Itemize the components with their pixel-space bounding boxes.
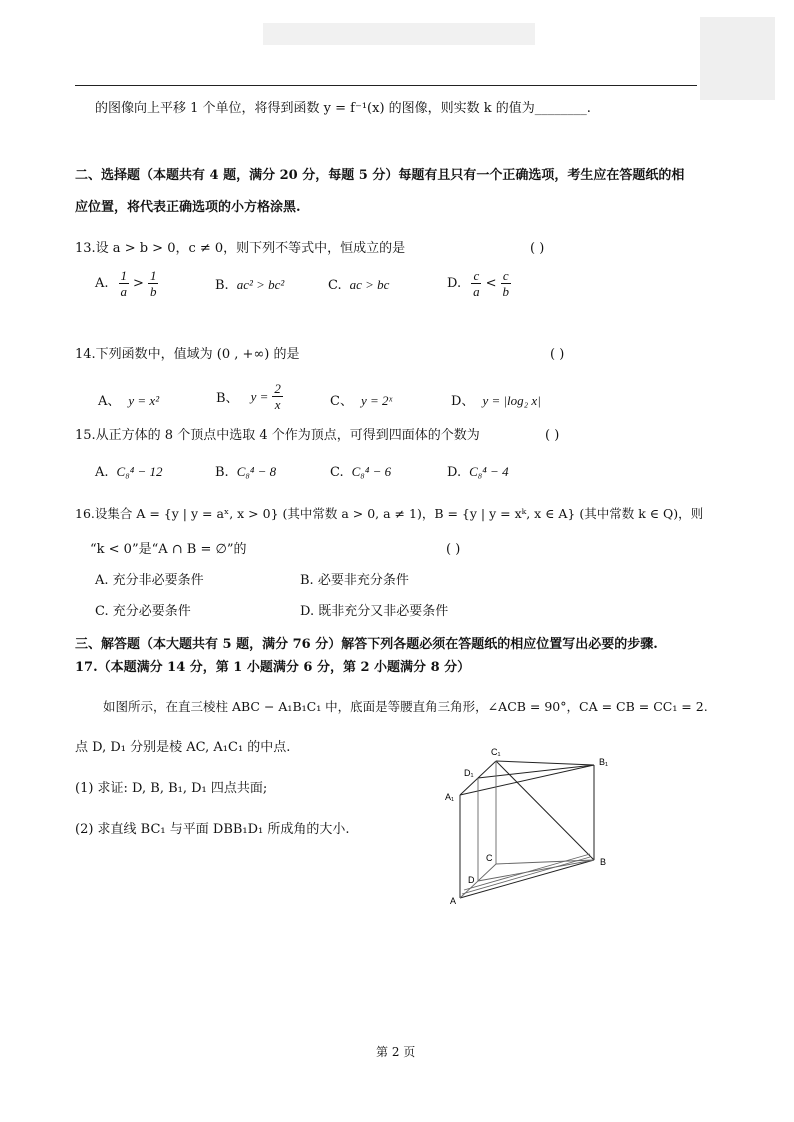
edge-c-b [496,860,594,864]
q15-option-d-label: D. [447,465,462,480]
label-b: B [600,857,607,867]
q17-body-line2: 点 D, D₁ 分别是棱 AC, A₁C₁ 的中点. [75,740,291,755]
q14-option-c [330,390,392,409]
q15-option-b [215,464,276,480]
q14-option-a-label: A、 [98,394,121,409]
q15-option-c-text: C₈⁴ − 6 [351,464,392,479]
q15-option-d [447,464,509,480]
page-number: 第 2 页 [376,1045,416,1059]
q13-option-b [215,277,284,293]
q16-stem-line2: “k < 0”是“A ∩ B = ∅”的 [90,542,247,557]
header-blank-bar [263,23,535,45]
edge-c1-b1 [496,761,594,765]
q13-option-c-text: ac > bc [349,277,390,292]
relation: < [485,276,497,291]
relation: > [133,276,144,291]
segment-d1-b1 [478,765,594,778]
q14-option-b-label: B、 [216,391,239,406]
q14-blank: ( ) [550,347,565,362]
q15-option-b-label: B. [215,465,229,480]
q14-option-d [451,390,541,409]
continuation-text: 的图像向上平移 1 个单位，将得到函数 y = f⁻¹(x) 的图像，则实数 k 的值为________. [95,101,591,116]
q16-option-d: D. 既非充分又非必要条件 [300,604,449,619]
q14-option-a-text: y = x² [128,393,160,408]
q15-option-a [95,464,163,480]
q13-option-d [447,268,513,299]
corner-blank-block [700,17,775,100]
q13-option-d-frac2 [501,268,512,299]
label-b1: B₁ [599,757,609,767]
q16-blank: ( ) [446,542,461,557]
q15-option-c-label: C. [330,465,344,480]
q16-option-a: A. 充分非必要条件 [95,573,204,588]
q16-option-b: B. 必要非充分条件 [300,573,409,588]
q14-option-d-label: D、 [451,394,475,409]
frac-num: c [502,268,509,283]
q14-option-b-pre: y = [250,388,269,404]
q16-stem-line1: 16.设集合 A = {y | y = aˣ, x > 0} (其中常数 a > 0, a ≠ 1)，B = {y | y = xᵏ, x ∈ A} (其中常数 k ∈ Q)，则 [75,506,704,521]
frac-num: 1 [120,268,128,283]
header-rule [75,85,697,86]
q13-option-d-label: D. [447,276,462,291]
q13-option-c [328,277,389,293]
q14-stem: 14.下列函数中，值域为 (0 , +∞) 的是 [75,347,300,362]
q14-option-c-text: y = 2ˣ [360,393,393,408]
q14-option-d-text: y = |log₂ x| [482,393,541,408]
prism-figure [440,740,620,910]
frac-den: a [473,284,480,299]
label-c1: C₁ [491,747,501,757]
section3-title: 三、解答题（本大题共有 5 题，满分 76 分）解答下列各题必须在答题纸的相应位置写出必要的步骤. [75,637,658,652]
label-d1: D₁ [464,768,474,778]
q13-option-b-label: B. [215,278,229,293]
q14-option-b [216,381,285,412]
q13-option-d-frac1 [471,268,482,299]
q14-option-a [98,390,159,409]
edge-a1-b1 [460,765,594,795]
q17-header: 17.（本题满分 14 分，第 1 小题满分 6 分，第 2 小题满分 8 分） [75,660,471,675]
frac-den: b [149,284,157,299]
q17-part1: (1) 求证: D, B, B₁, D₁ 四点共面; [75,781,268,796]
label-a1: A₁ [445,792,455,802]
q15-option-c [330,464,391,480]
frac-den: b [502,284,509,299]
q15-option-a-text: C₈⁴ − 12 [116,464,163,479]
q15-option-d-text: C₈⁴ − 4 [469,464,509,479]
q17-body-line1: 如图所示，在直三棱柱 ABC − A₁B₁C₁ 中，底面是等腰直角三角形，∠ACB = 90°，CA = CB = CC₁ = 2. [103,699,708,714]
q13-option-a-frac1 [119,268,130,299]
q13-option-c-label: C. [328,278,342,293]
q13-option-a [95,268,160,299]
frac-num: 1 [149,268,157,283]
segment-d-b [478,860,594,881]
q15-stem: 15.从正方体的 8 个顶点中选取 4 个作为顶点，可得到四面体的个数为 [75,428,480,443]
q14-option-c-label: C、 [330,394,353,409]
q15-blank: ( ) [545,428,560,443]
label-c: C [486,853,493,863]
label-a: A [450,896,457,906]
section2-title-line1: 二、选择题（本题共有 4 题，满分 20 分，每题 5 分）每题有且只有一个正确选项，考生应在答题纸的相 [75,168,685,183]
q16-option-c: C. 充分必要条件 [95,604,191,619]
q15-option-b-text: C₈⁴ − 8 [236,464,277,479]
frac-den: a [120,284,128,299]
q13-stem: 13.设 a > b > 0，c ≠ 0，则下列不等式中，恒成立的是 [75,241,406,256]
q14-option-b-frac [272,381,283,412]
q13-option-a-frac2 [148,268,159,299]
frac-den: x [274,397,281,412]
frac-num: 2 [274,381,281,396]
q13-option-b-text: ac² > bc² [236,277,285,292]
label-d: D [468,875,475,885]
frac-num: c [473,268,480,283]
section2-title-line2: 应位置，将代表正确选项的小方格涂黑. [75,200,301,215]
q17-part2: (2) 求直线 BC₁ 与平面 DBB₁D₁ 所成角的大小. [75,822,350,837]
q13-option-a-label: A. [95,276,109,291]
q15-option-a-label: A. [95,465,109,480]
shadow-line-2 [464,854,590,890]
q13-blank: ( ) [530,241,545,256]
